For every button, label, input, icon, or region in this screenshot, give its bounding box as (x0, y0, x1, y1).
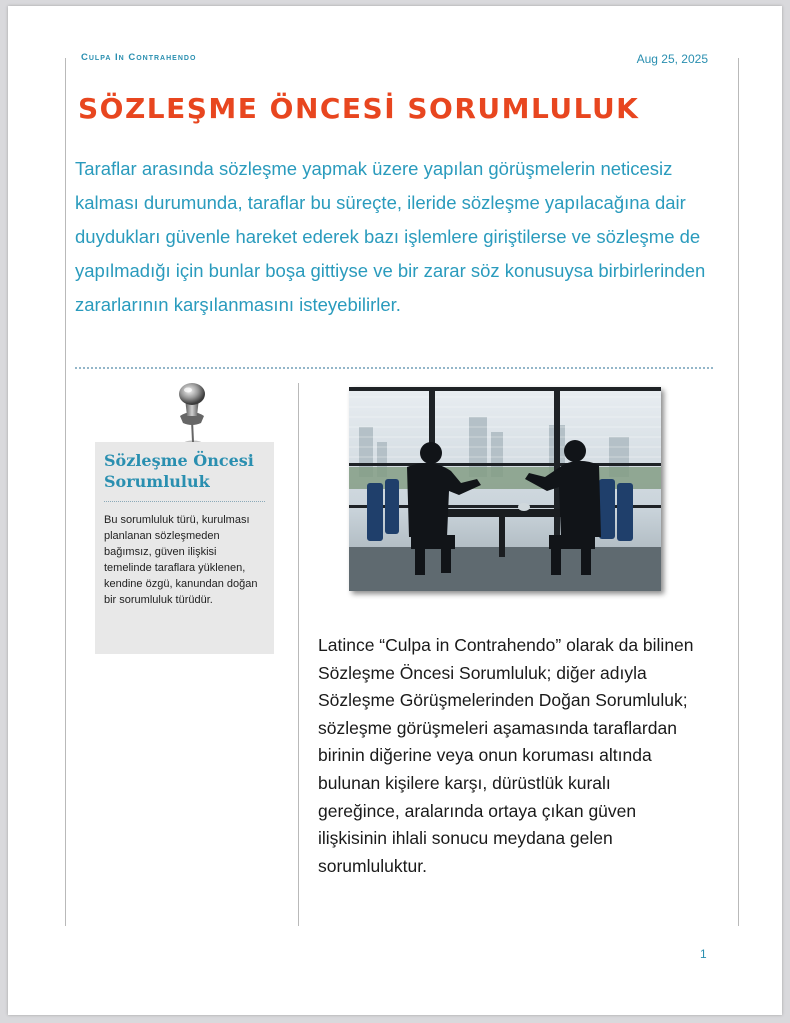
right-margin-rule (738, 58, 739, 926)
sidebar-title: Sözleşme Öncesi Sorumluluk (104, 451, 254, 491)
document-date: Aug 25, 2025 (636, 52, 708, 66)
sidebar-box (95, 442, 274, 654)
document-page (8, 6, 782, 1015)
page-number: 1 (700, 947, 707, 961)
section-divider (75, 367, 713, 369)
series-title: Culpa In Contrahendo (81, 52, 197, 63)
sidebar-text: Bu sorumluluk türü, kurulması planlanan sözleşmeden bağımsız, güven ilişkisi temelinde taraflara yüklenen, kendine özgü, kanundan doğan bir sorumluluk türüdür. (104, 514, 258, 606)
business-meeting-photo (349, 387, 661, 591)
main-paragraph: Latince “Culpa in Contrahendo” olarak da bilinen Sözleşme Öncesi Sorumluluk; diğer adıyla Sözleşme Görüşmelerinden Doğan Sorumluluk; sözleşme görüşmeleri aşamasında taraflardan birinin diğerine veya onun koruması altında bulunan kişilere karşı, dürüstlük kuralı gereğince, aralarında ortaya çıkan güven ilişkisinin ihlali sonucu meydana gelen sorumluluktur. (318, 635, 694, 876)
intro-paragraph: Taraflar arasında sözleşme yapmak üzere yapılan görüşmelerin neticesiz kalması durumunda, taraflar bu süreçte, ileride sözleşme yapılacağına dair duydukları güvenle hareket ederek bazı işlemlere giriştilerse ve sözleşme de yapılmadığı için bunlar boşa gittiyse ve bir zarar söz konusuysa birbirlerinden zararlarının karşılanmasını isteyebilirler. (75, 158, 706, 315)
column-divider (298, 383, 299, 926)
page-title: SÖZLEŞME ÖNCESİ SORUMLULUK (78, 92, 640, 125)
left-margin-rule (65, 58, 66, 926)
sidebar-divider (104, 501, 265, 502)
